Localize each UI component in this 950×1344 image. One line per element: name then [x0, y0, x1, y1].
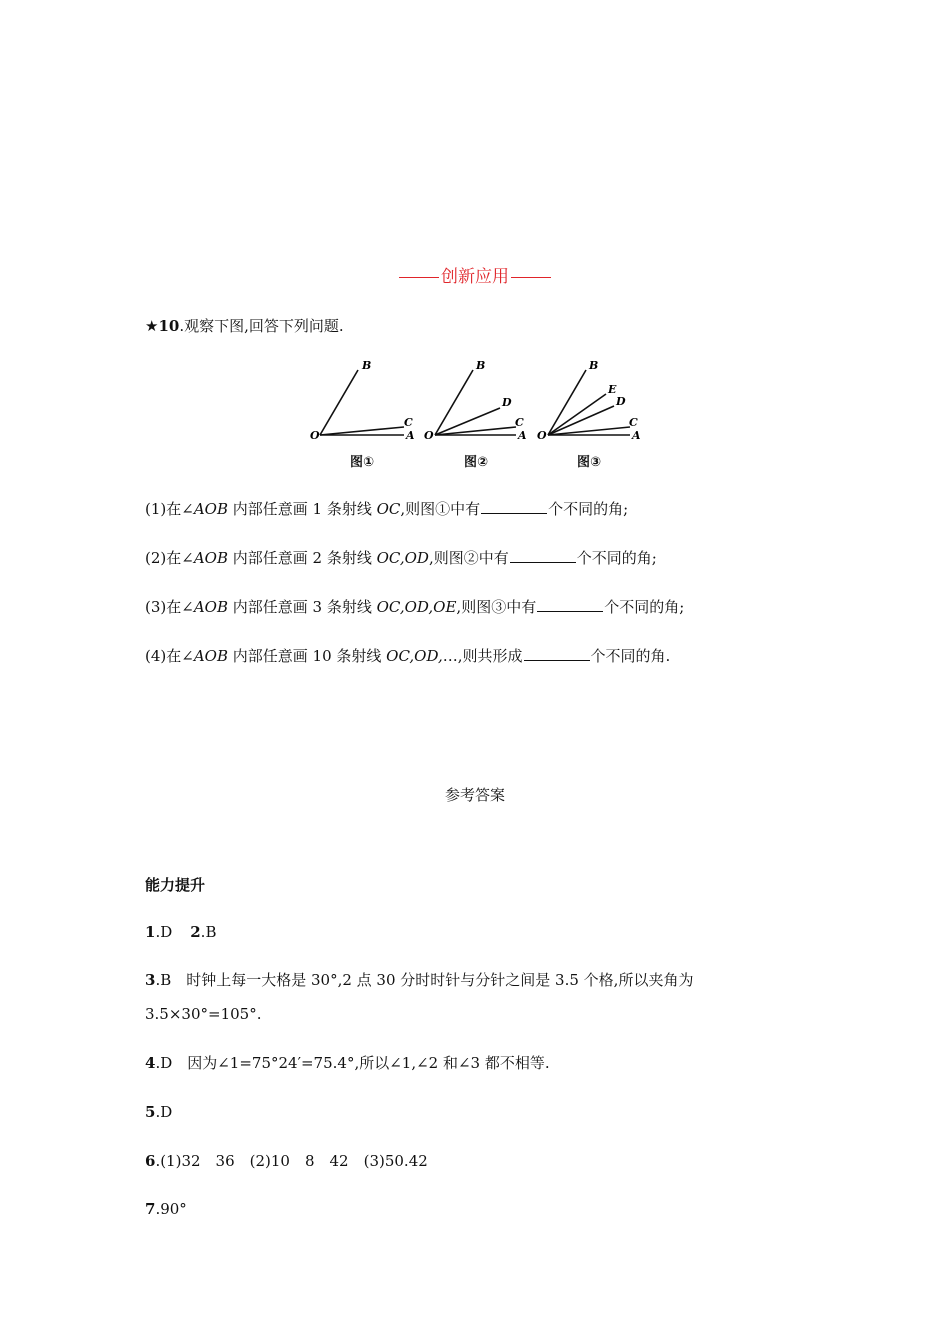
answer-4: 4.D 因为∠1=75°24′=75.4°,所以∠1,∠2 和∠3 都不相等.	[145, 1054, 550, 1072]
label-o-3: O	[537, 429, 547, 442]
ray-oc-3	[548, 427, 630, 435]
title-dash-right	[511, 277, 551, 278]
sub-question-2: (2)在∠AOB 内部任意画 2 条射线 OC,OD,则图②中有 个不同的角;	[145, 549, 657, 567]
ray-od-2	[435, 408, 500, 435]
label-o-2: O	[424, 429, 434, 442]
label-o-1: O	[310, 429, 320, 442]
question-stem	[145, 316, 344, 336]
ray-oc-2	[435, 427, 516, 435]
ray-ob-3	[548, 370, 586, 435]
sub-question-3: (3)在∠AOB 内部任意画 3 条射线 OC,OD,OE,则图③中有 个不同的角;	[145, 598, 685, 616]
ray-oc-1	[320, 427, 404, 435]
answer-blank-1[interactable]	[481, 499, 547, 514]
ray-ob-2	[435, 370, 473, 435]
answer-blank-2[interactable]	[510, 548, 576, 563]
figure-2	[424, 359, 527, 442]
ray-oe-3	[548, 394, 606, 435]
label-d-3: D	[616, 395, 626, 408]
ray-od-3	[548, 406, 614, 435]
answer-7: 7.90°	[145, 1200, 187, 1218]
label-c-3: C	[629, 416, 638, 429]
question-number: 10	[158, 317, 180, 335]
figure-1	[310, 359, 415, 442]
answer-3-continued: 3.5×30°=105°.	[145, 1005, 262, 1023]
question-stem-text: .观察下图,回答下列问题.	[179, 317, 344, 335]
answer-5: 5.D	[145, 1103, 173, 1121]
sub-question-4: (4)在∠AOB 内部任意画 10 条射线 OC,OD,…,则共形成 个不同的角.	[145, 647, 671, 665]
star-icon: ★	[145, 317, 159, 335]
section-title-text: 创新应用	[441, 267, 509, 287]
answer-1-2: 1.D 2.B	[145, 923, 217, 941]
figure-2-caption: 图②	[464, 455, 489, 470]
label-a-3: A	[632, 429, 641, 442]
label-b-2: B	[476, 359, 486, 372]
answers-title: 参考答案	[444, 786, 505, 804]
answer-blank-3[interactable]	[537, 597, 603, 612]
answers-heading: 能力提升	[145, 876, 206, 894]
label-e-3: E	[608, 383, 617, 396]
title-dash-left	[399, 277, 439, 278]
figure-3	[537, 359, 641, 442]
label-a-2: A	[518, 429, 527, 442]
answer-3: 3.B 时钟上每一大格是 30°,2 点 30 分时时针与分针之间是 3.5 个格,所以夹角为	[145, 971, 694, 989]
answer-blank-4[interactable]	[524, 646, 590, 661]
label-b-1: B	[362, 359, 372, 372]
answer-6: 6.(1)32 36 (2)10 8 42 (3)50.42	[145, 1152, 428, 1170]
label-b-3: B	[589, 359, 599, 372]
label-c-2: C	[515, 416, 524, 429]
label-d-2: D	[502, 396, 512, 409]
figure-1-caption: 图①	[350, 455, 375, 470]
figure-3-caption: 图③	[577, 455, 602, 470]
label-c-1: C	[404, 416, 413, 429]
ray-ob-1	[320, 370, 358, 435]
sub-question-1: (1)在∠AOB 内部任意画 1 条射线 OC,则图①中有 个不同的角;	[145, 500, 629, 518]
label-a-1: A	[406, 429, 415, 442]
section-title	[0, 262, 950, 287]
